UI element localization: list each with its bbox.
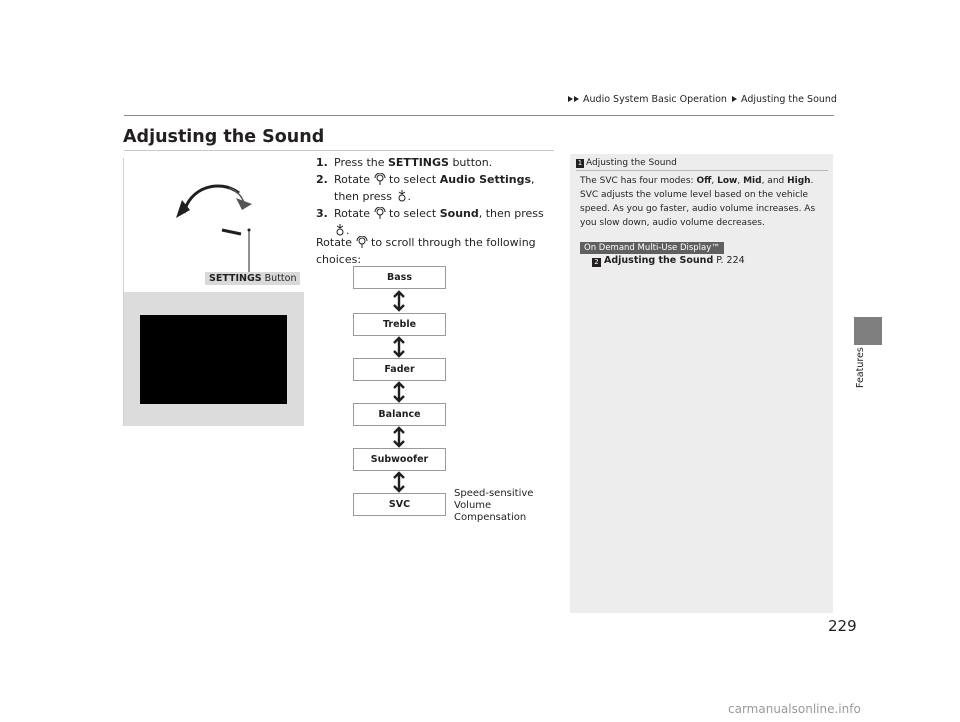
breadcrumb-part-1: Audio System Basic Operation xyxy=(583,94,727,105)
page-number: 229 xyxy=(828,617,857,635)
breadcrumb-arrow-icon xyxy=(574,96,579,102)
title-rule xyxy=(124,150,554,151)
interface-dial-rotate-icon xyxy=(374,173,386,185)
interface-dial-rotate-icon xyxy=(374,207,386,219)
double-arrow-icon xyxy=(392,336,406,358)
choice-fader: Fader xyxy=(353,358,446,381)
watermark: carmanualsonline.info xyxy=(728,702,861,716)
note-number-icon: 1 xyxy=(577,159,583,167)
breadcrumb-arrow-icon xyxy=(568,96,573,102)
note-heading: 1 Adjusting the Sound xyxy=(577,158,677,168)
double-arrow-icon xyxy=(392,471,406,493)
double-arrow-icon xyxy=(392,381,406,403)
choice-balance: Balance xyxy=(353,403,446,426)
choice-subwoofer: Subwoofer xyxy=(353,448,446,471)
display-badge: On Demand Multi-Use Display™ xyxy=(580,242,724,254)
breadcrumb-part-2: Adjusting the Sound xyxy=(741,94,837,105)
header-rule xyxy=(124,115,834,116)
step-2: 2. Rotate to select Audio Settings, then press . xyxy=(316,173,535,203)
settings-button-figure xyxy=(123,158,303,426)
breadcrumb-arrow-icon xyxy=(732,96,737,102)
settings-button-label: SETTINGS Button xyxy=(205,272,300,285)
procedure-steps xyxy=(316,154,556,239)
section-tab xyxy=(854,317,882,345)
interface-dial-press-icon xyxy=(396,190,408,202)
display-screen xyxy=(140,315,287,404)
rotate-instruction: Rotate to scroll through the following choices: xyxy=(316,236,536,266)
page-title: Adjusting the Sound xyxy=(123,127,325,147)
double-arrow-icon xyxy=(392,426,406,448)
section-label: Features xyxy=(855,347,866,388)
interface-dial-rotate-icon xyxy=(356,236,368,248)
choice-treble: Treble xyxy=(353,313,446,336)
note-body: The SVC has four modes: Off, Low, Mid, and High. SVC adjusts the volume level based on the vehicle speed. As you go faster, audio volume increases. As you slow down, audio volume decreases. xyxy=(580,176,816,228)
reference-arrow-icon: 2 xyxy=(592,258,601,267)
breadcrumb xyxy=(568,94,837,105)
step-1: 1. Press the SETTINGS button. xyxy=(316,156,493,169)
choice-bass: Bass xyxy=(353,266,446,289)
double-arrow-icon xyxy=(392,290,406,312)
cross-reference-link[interactable]: 2 Adjusting the Sound P. 224 xyxy=(592,255,745,267)
choice-svc: SVC xyxy=(353,493,446,516)
side-note xyxy=(570,154,833,613)
note-rule xyxy=(576,170,828,171)
step-3: 3. Rotate to select Sound, then press . xyxy=(316,207,544,237)
svc-description: Speed-sensitive Volume Compensation xyxy=(454,488,534,523)
